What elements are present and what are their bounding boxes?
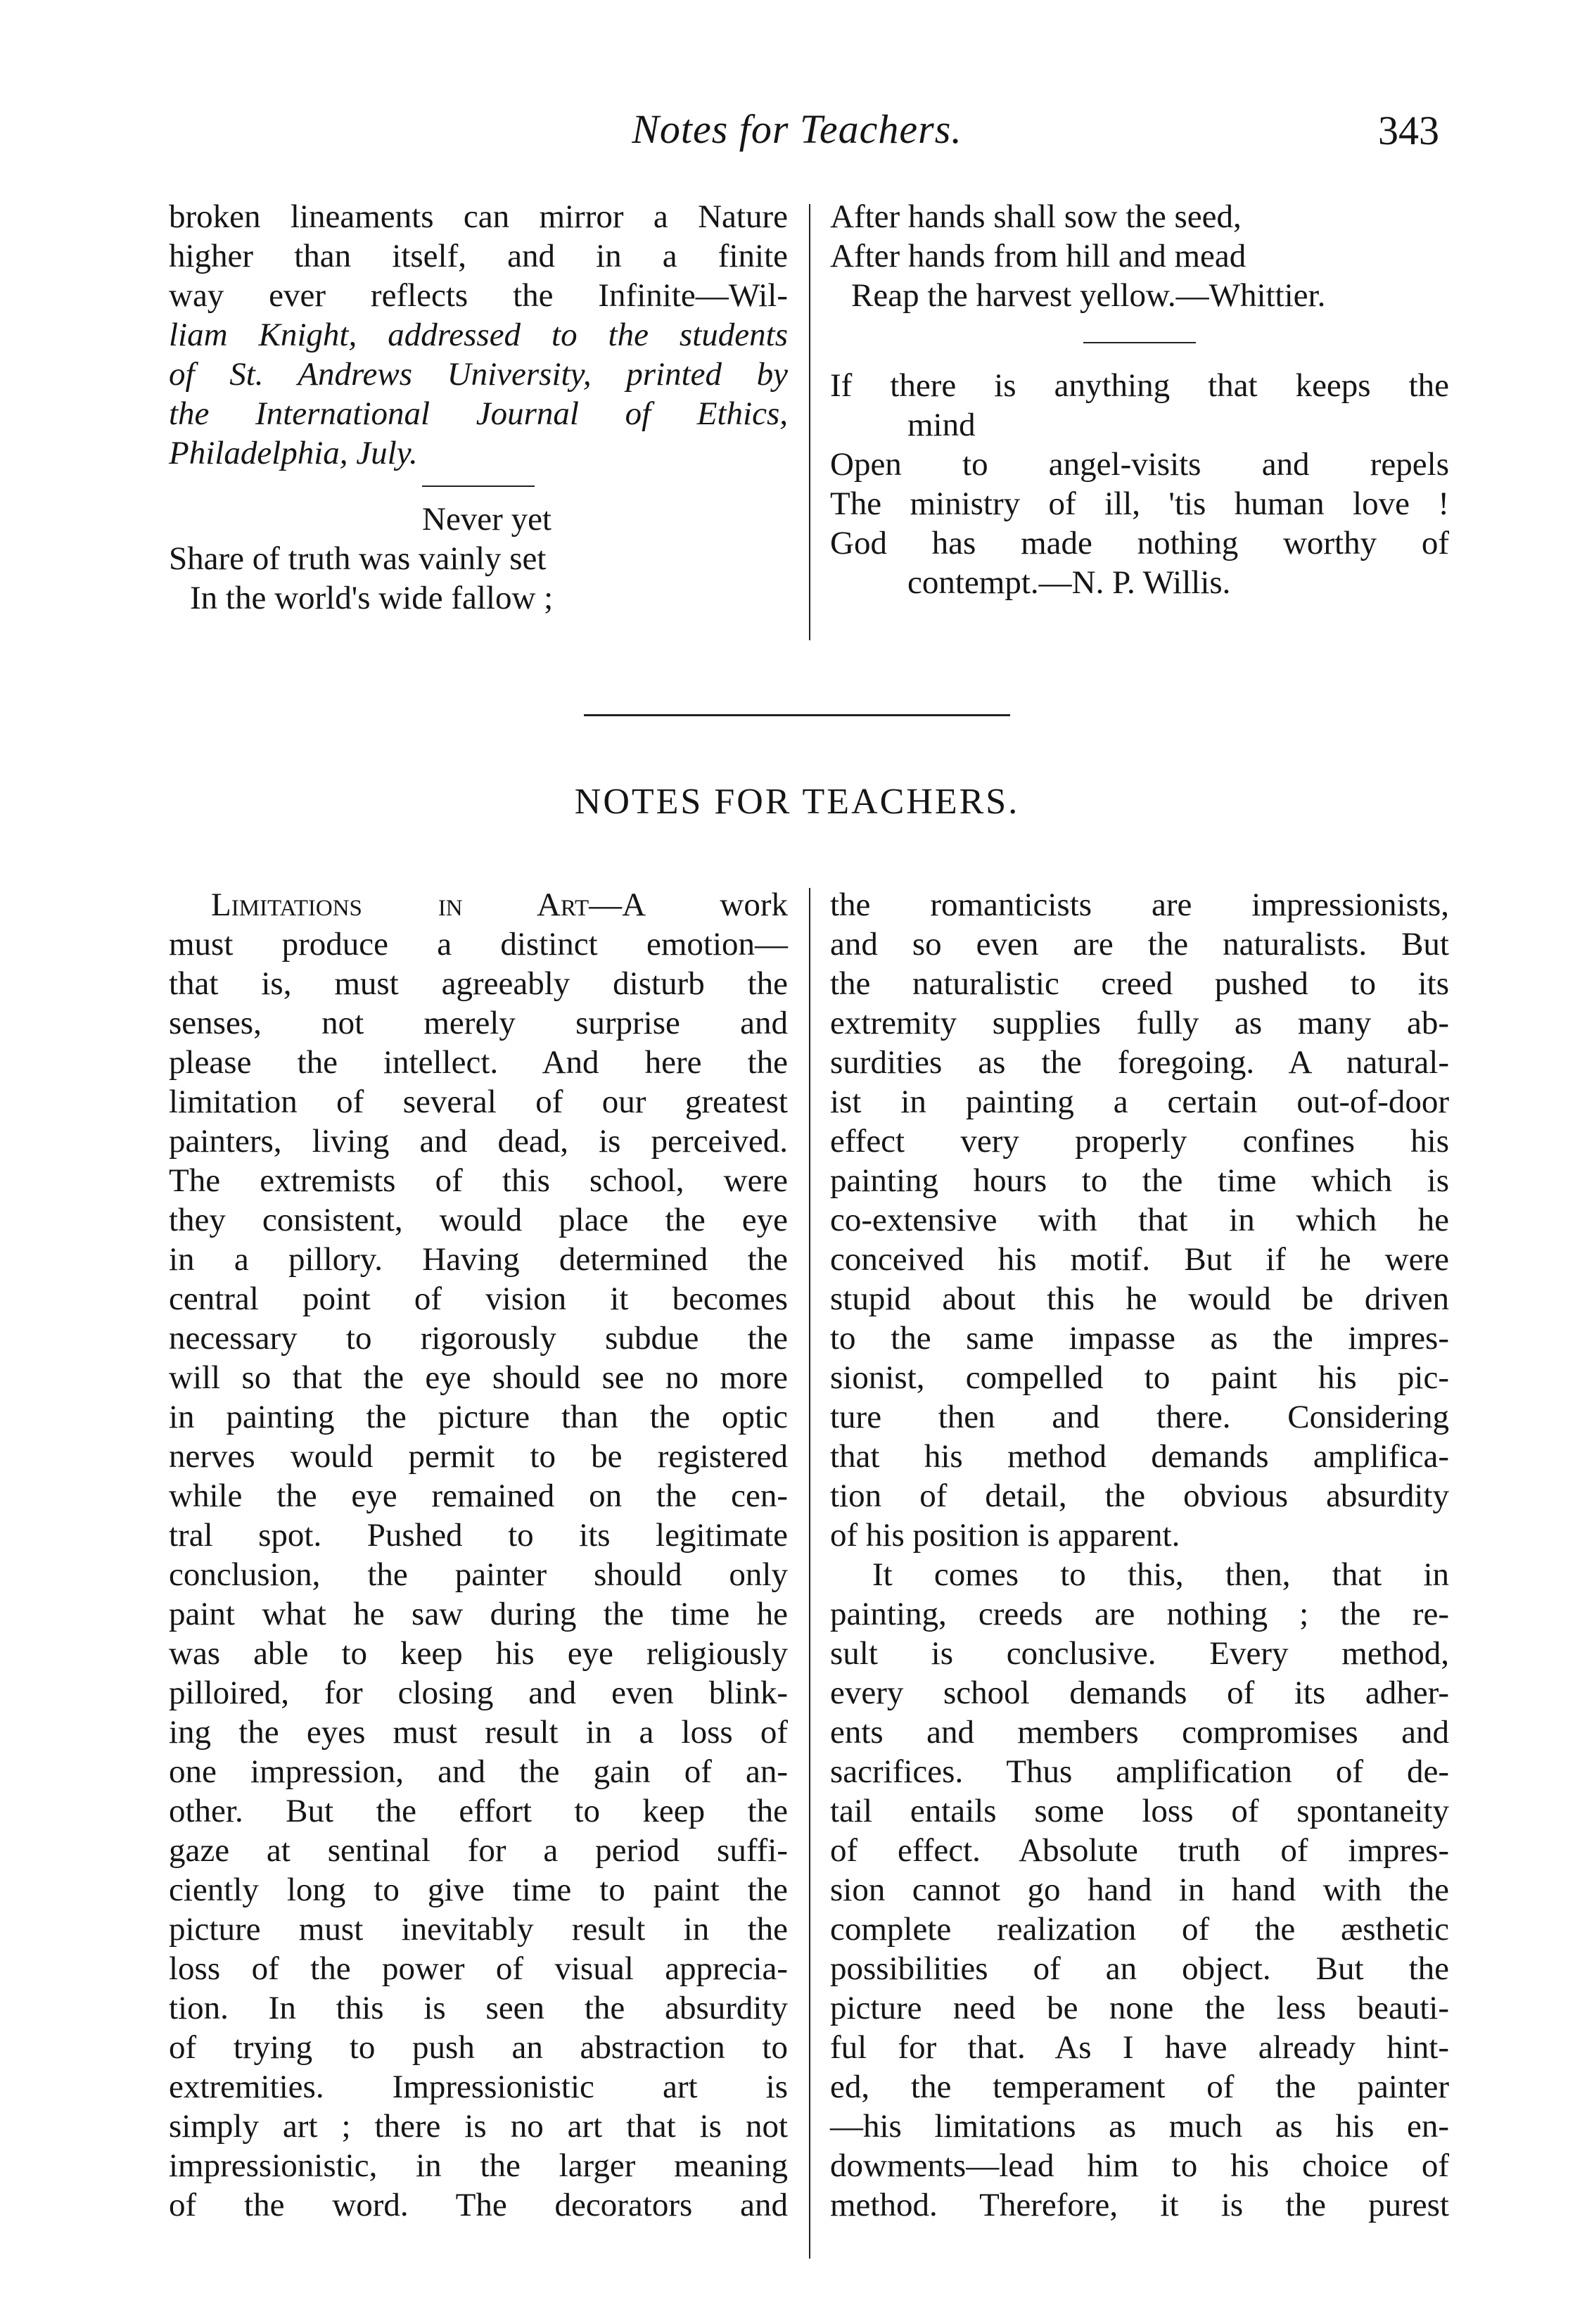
article-line: tion. In this is seen the absurdity bbox=[169, 1990, 788, 2026]
article-left-column bbox=[169, 885, 788, 2225]
poem-line: After hands shall sow the seed, bbox=[830, 198, 1242, 235]
article-line: picture need be none the less beauti- bbox=[830, 1990, 1449, 2026]
article-first-line bbox=[169, 885, 788, 925]
article-line: other. But the effort to keep the bbox=[169, 1793, 788, 1829]
article-right-lines bbox=[830, 885, 1449, 1555]
article-line: necessary to rigorously subdue the bbox=[169, 1320, 788, 1357]
article-line: the naturalistic creed pushed to its bbox=[830, 965, 1449, 1002]
article-line: every school demands of its adher- bbox=[830, 1675, 1449, 1711]
article-line: gaze at sentinal for a period suffi- bbox=[169, 1832, 788, 1869]
article-line: co-extensive with that in which he bbox=[830, 1202, 1449, 1238]
article-line: pilloired, for closing and even blink- bbox=[169, 1675, 788, 1711]
running-title: Notes for Teachers. bbox=[632, 106, 962, 152]
article-line: please the intellect. And here the bbox=[169, 1044, 788, 1081]
article-line: extremity supplies fully as many ab- bbox=[830, 1005, 1449, 1041]
article-line: central point of vision it becomes bbox=[169, 1281, 788, 1317]
prose-line: the International Journal of Ethics, bbox=[169, 395, 788, 432]
prose-line: higher than itself, and in a finite bbox=[169, 238, 788, 274]
article-line: one impression, and the gain of an- bbox=[169, 1753, 788, 1790]
article-line: extremities. Impressionistic art is bbox=[169, 2069, 788, 2105]
prose-line: way ever reflects the Infinite—Wil- bbox=[169, 277, 788, 314]
article-line: complete realization of the æsthetic bbox=[830, 1911, 1449, 1948]
article-right-column bbox=[830, 885, 1449, 2225]
prose-line: liam Knight, addressed to the students bbox=[169, 317, 788, 353]
article-right-para2 bbox=[830, 1555, 1449, 2225]
article-line: ed, the temperament of the painter bbox=[830, 2069, 1449, 2105]
article-title: Limitations in Art bbox=[211, 887, 589, 923]
article-line: painting hours to the time which is bbox=[830, 1162, 1449, 1199]
article-line: It comes to this, then, that in bbox=[872, 1556, 1449, 1593]
short-divider bbox=[422, 485, 535, 487]
poem-line: Share of truth was vainly set bbox=[169, 540, 547, 577]
article-line: tral spot. Pushed to its legitimate bbox=[169, 1517, 788, 1554]
article-line: ture then and there. Considering bbox=[830, 1399, 1449, 1435]
article-line: of the word. The decorators and bbox=[169, 2187, 788, 2223]
section-divider bbox=[584, 714, 1010, 716]
article-left-lines bbox=[169, 925, 788, 2225]
page-header bbox=[0, 106, 1594, 169]
article-line: picture must inevitably result in the bbox=[169, 1911, 788, 1948]
quote-line: God has made nothing worthy of bbox=[830, 525, 1449, 561]
section-heading: NOTES FOR TEACHERS. bbox=[574, 782, 1020, 822]
article-line: and so even are the naturalists. But bbox=[830, 926, 1449, 963]
article-line: method. Therefore, it is the purest bbox=[830, 2187, 1449, 2223]
article-line: ist in painting a certain out-of-door bbox=[830, 1084, 1449, 1120]
article-line: painting, creeds are nothing ; the re- bbox=[830, 1596, 1449, 1632]
article-line: impressionistic, in the larger meaning bbox=[169, 2147, 788, 2184]
article-line: to the same impasse as the impres- bbox=[830, 1320, 1449, 1357]
article-line: of trying to push an abstraction to bbox=[169, 2029, 788, 2066]
article-line: conceived his motif. But if he were bbox=[830, 1241, 1449, 1278]
poem-line: After hands from hill and mead bbox=[830, 238, 1246, 274]
article-line: sionist, compelled to paint his pic- bbox=[830, 1359, 1449, 1396]
column-divider bbox=[809, 888, 810, 2259]
article-line: simply art ; there is no art that is not bbox=[169, 2108, 788, 2145]
article-line: stupid about this he would be driven bbox=[830, 1281, 1449, 1317]
quote-line: If there is anything that keeps the bbox=[830, 367, 1449, 404]
top-right-column bbox=[830, 197, 1449, 602]
poem-line: In the world's wide fallow ; bbox=[190, 580, 554, 616]
article-line: conclusion, the painter should only bbox=[169, 1556, 788, 1593]
prose-line: of St. Andrews University, printed by bbox=[169, 356, 788, 393]
article-line: possibilities of an object. But the bbox=[830, 1950, 1449, 1987]
poem-line: Reap the harvest yellow.—Whittier. bbox=[851, 277, 1326, 314]
article-line: —A work bbox=[589, 887, 788, 923]
article-line: ents and members compromises and bbox=[830, 1714, 1449, 1751]
short-divider bbox=[1083, 342, 1196, 343]
prose-line: Philadelphia, July. bbox=[169, 435, 418, 471]
article-line: they consistent, would place the eye bbox=[169, 1202, 788, 1238]
article-line: the romanticists are impressionists, bbox=[830, 887, 1449, 923]
quote-line: Open to angel-visits and repels bbox=[830, 446, 1449, 483]
article-line: will so that the eye should see no more bbox=[169, 1359, 788, 1396]
article-line: of effect. Absolute truth of impres- bbox=[830, 1832, 1449, 1869]
article-line: was able to keep his eye religiously bbox=[169, 1635, 788, 1672]
article-line: sult is conclusive. Every method, bbox=[830, 1635, 1449, 1672]
article-line: senses, not merely surprise and bbox=[169, 1005, 788, 1041]
article-line: must produce a distinct emotion— bbox=[169, 926, 788, 963]
article-line: —his limitations as much as his en- bbox=[830, 2108, 1449, 2145]
top-left-column bbox=[169, 197, 788, 618]
article-line: effect very properly confines his bbox=[830, 1123, 1449, 1160]
article-line: sacrifices. Thus amplification of de- bbox=[830, 1753, 1449, 1790]
article-line: loss of the power of visual apprecia- bbox=[169, 1950, 788, 1987]
article-line: in a pillory. Having determined the bbox=[169, 1241, 788, 1278]
article-line: while the eye remained on the cen- bbox=[169, 1478, 788, 1514]
article-line: of his position is apparent. bbox=[830, 1517, 1180, 1554]
article-line: ing the eyes must result in a loss of bbox=[169, 1714, 788, 1751]
article-line: limitation of several of our greatest bbox=[169, 1084, 788, 1120]
article-line: that is, must agreeably disturb the bbox=[169, 965, 788, 1002]
page-number: 343 bbox=[1378, 108, 1439, 153]
article-line: dowments—lead him to his choice of bbox=[830, 2147, 1449, 2184]
article-line: that his method demands amplifica- bbox=[830, 1438, 1449, 1475]
column-divider bbox=[809, 204, 810, 640]
article-line: paint what he saw during the time he bbox=[169, 1596, 788, 1632]
article-line: surdities as the foregoing. A natural- bbox=[830, 1044, 1449, 1081]
quote-line: The ministry of ill, 'tis human love ! bbox=[830, 485, 1449, 522]
article-line: The extremists of this school, were bbox=[169, 1162, 788, 1199]
article-line: ciently long to give time to paint the bbox=[169, 1872, 788, 1908]
article-line: painters, living and dead, is perceived. bbox=[169, 1123, 788, 1160]
article-line: nerves would permit to be registered bbox=[169, 1438, 788, 1475]
article-line: ful for that. As I have already hint- bbox=[830, 2029, 1449, 2066]
article-line: tail entails some loss of spontaneity bbox=[830, 1793, 1449, 1829]
article-line: tion of detail, the obvious absurdity bbox=[830, 1478, 1449, 1514]
poem-line: Never yet bbox=[422, 501, 551, 538]
quote-line: contempt.—N. P. Willis. bbox=[907, 564, 1231, 601]
article-line: in painting the picture than the optic bbox=[169, 1399, 788, 1435]
quote-line: mind bbox=[907, 407, 976, 443]
article-line: sion cannot go hand in hand with the bbox=[830, 1872, 1449, 1908]
prose-line: broken lineaments can mirror a Nature bbox=[169, 198, 788, 235]
